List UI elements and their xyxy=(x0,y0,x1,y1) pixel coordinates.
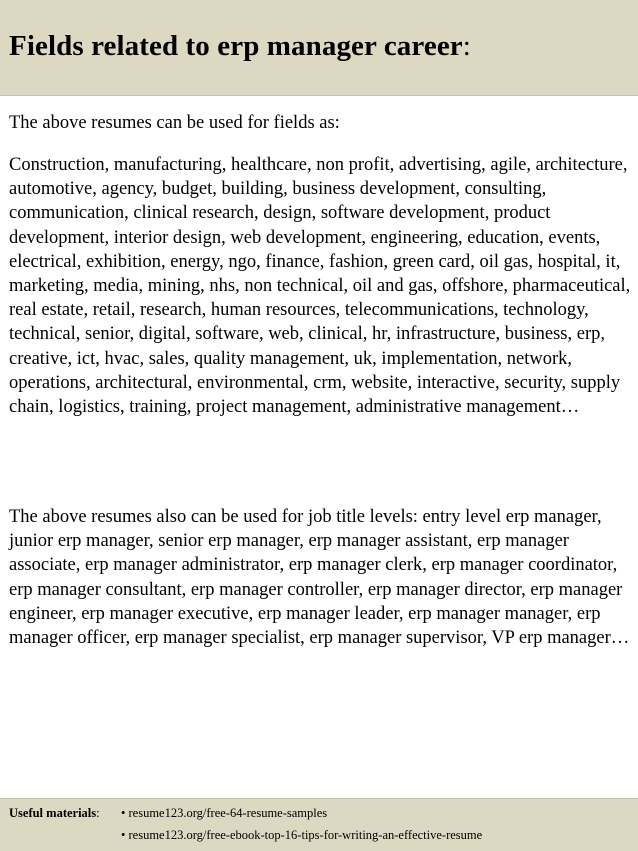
page-title-colon: : xyxy=(462,30,471,62)
footer-band xyxy=(0,798,638,851)
header-band xyxy=(0,0,638,96)
useful-materials-label-text: Useful materials xyxy=(9,806,97,820)
intro-text: The above resumes can be used for fields as: xyxy=(9,113,340,133)
job-levels-paragraph: The above resumes also can be used for job title levels: entry level erp manager, junior erp manager, senior erp manager, erp manager assistant, erp manager associate, erp manager administrator, erp manager clerk, erp manager coordinator, erp manager consultant, erp manager controller, erp manager director, erp manager engineer, erp manager executive, erp manager leader, erp manager manager, erp manager officer, erp manager specialist, erp manager supervisor, VP erp manager… xyxy=(9,507,630,649)
useful-materials-label xyxy=(9,806,100,821)
page-title xyxy=(9,30,471,63)
page-title-text: Fields related to erp manager career xyxy=(9,30,463,62)
useful-materials-colon: : xyxy=(96,806,100,820)
fields-paragraph: Construction, manufacturing, healthcare, non profit, advertising, agile, architecture, automotive, agency, budget, building, business development, consulting, communication, clinical research, design, software development, product development, interior design, web development, engineering, education, events, electrical, exhibition, energy, ngo, finance, fashion, green card, oil gas, hospital, it, marketing, media, mining, nhs, non technical, oil and gas, offshore, pharmaceutical, real estate, retail, research, human resources, telecommunications, technology, technical, senior, digital, software, web, clinical, hr, infrastructure, business, erp, creative, ict, hvac, sales, quality management, uk, implementation, network, operations, architectural, environmental, crm, website, interactive, security, supply chain, logistics, training, project management, administrative management… xyxy=(9,155,631,418)
resume-samples-link[interactable]: • resume123.org/free-64-resume-samples xyxy=(121,806,328,820)
ebook-tips-link[interactable]: • resume123.org/free-ebook-top-16-tips-for-writing-an-effective-resume xyxy=(121,828,483,842)
